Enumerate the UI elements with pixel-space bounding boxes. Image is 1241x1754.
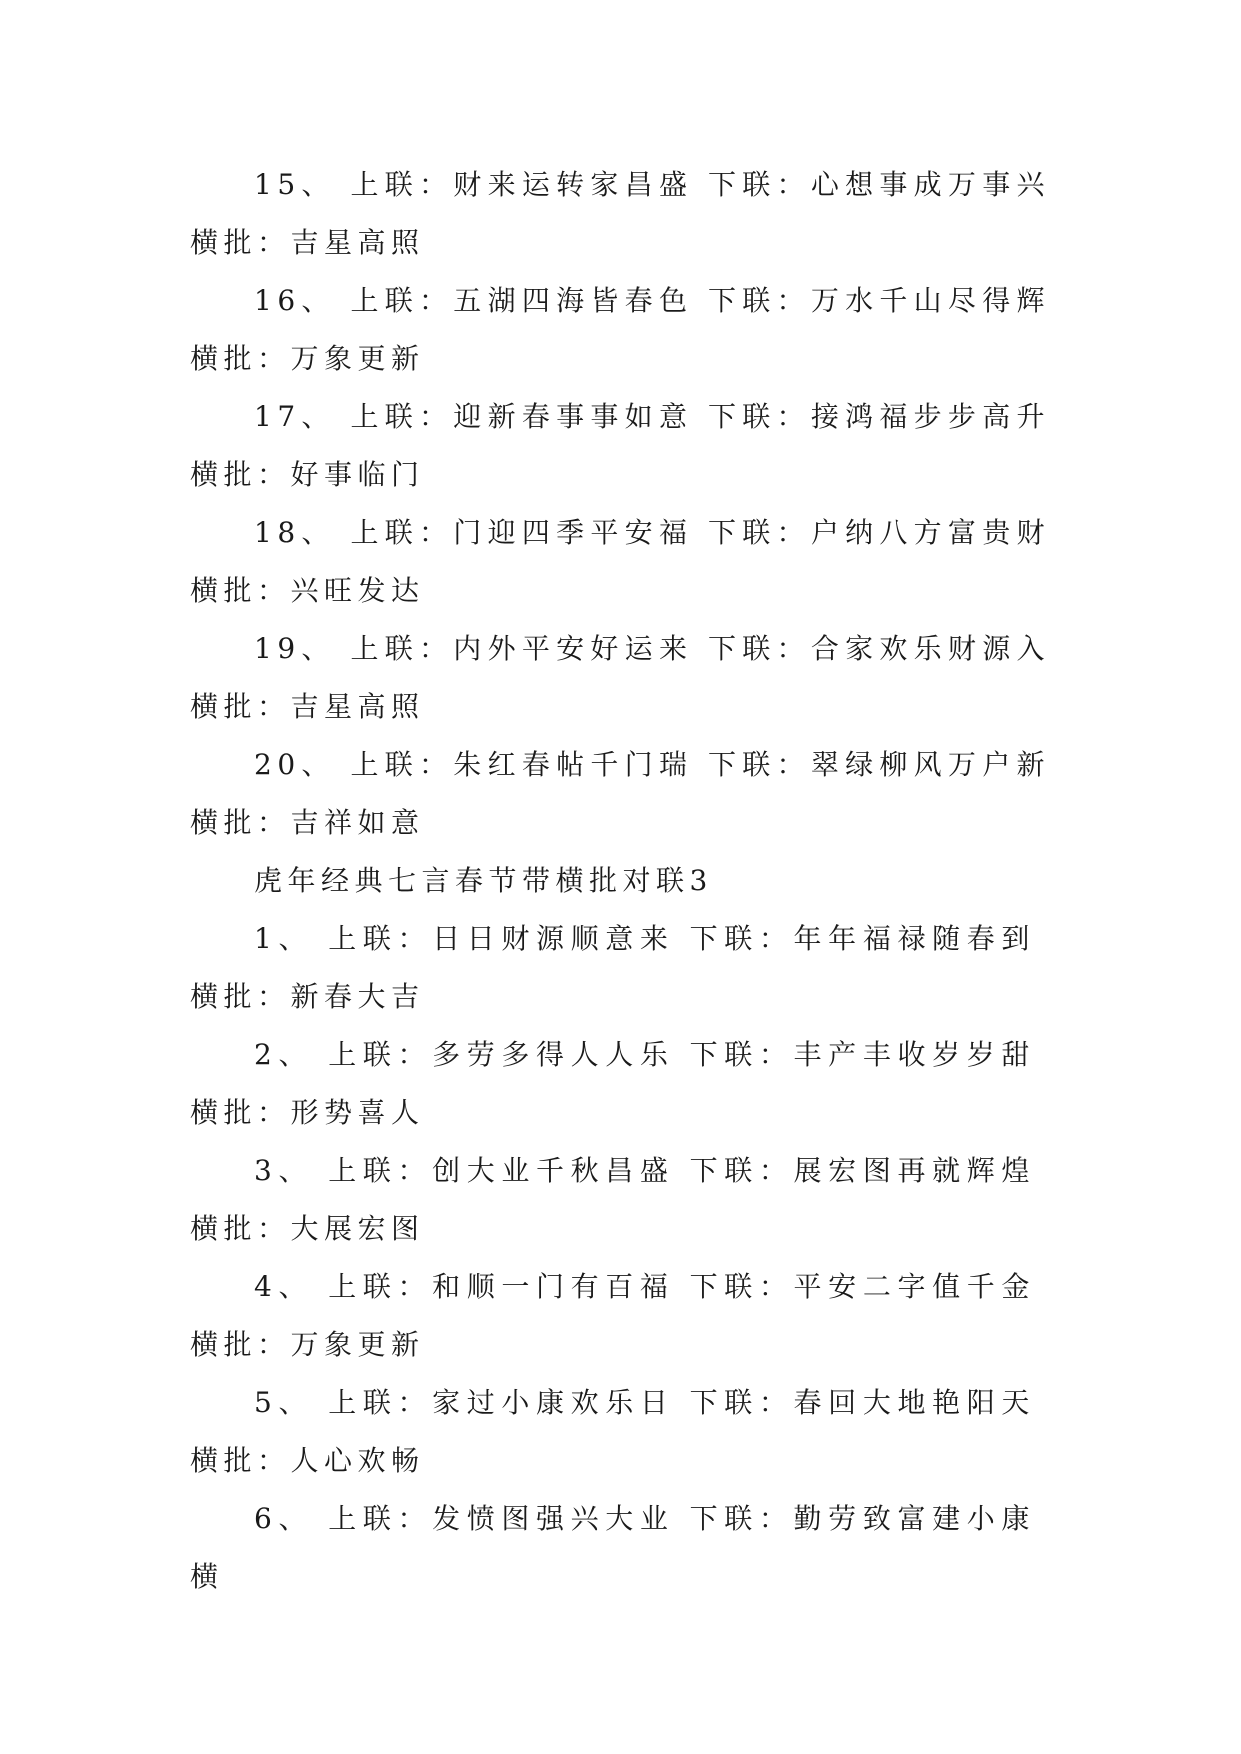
couplet-20 — [190, 736, 1050, 852]
couplet-lower: 下联：翠绿柳风万户新 — [707, 748, 1050, 781]
couplet-upper: 上联：五湖四海皆春色 — [349, 284, 694, 317]
couplet-upper: 上联：家过小康欢乐日 — [327, 1386, 675, 1419]
couplet-5 — [190, 1374, 1050, 1490]
couplet-number: 19、 — [254, 632, 336, 665]
couplet-horizontal: 横批：形势喜人 — [190, 1096, 425, 1129]
couplet-3 — [190, 1142, 1050, 1258]
couplet-15 — [190, 156, 1050, 272]
couplet-horizontal: 横批：人心欢畅 — [190, 1444, 425, 1477]
couplet-horizontal: 横批：吉星高照 — [190, 226, 425, 259]
couplet-horizontal: 横批：大展宏图 — [190, 1212, 425, 1245]
couplet-lower: 下联：万水千山尽得辉 — [707, 284, 1050, 317]
couplet-1 — [190, 910, 1050, 1026]
couplet-horizontal: 横 — [190, 1560, 224, 1593]
couplet-number: 2、 — [254, 1038, 314, 1071]
couplet-number: 20、 — [254, 748, 336, 781]
couplet-upper: 上联：发愤图强兴大业 — [327, 1502, 675, 1535]
couplet-upper: 上联：财来运转家昌盛 — [349, 168, 694, 201]
couplet-horizontal: 横批：兴旺发达 — [190, 574, 425, 607]
couplet-lower: 下联：接鸿福步步高升 — [707, 400, 1050, 433]
couplet-upper: 上联：迎新春事事如意 — [349, 400, 694, 433]
couplet-lower: 下联：户纳八方富贵财 — [707, 516, 1050, 549]
section-title: 虎年经典七言春节带横批对联3 — [254, 864, 713, 897]
couplet-lower: 下联：勤劳致富建小康 — [688, 1502, 1036, 1535]
couplet-17 — [190, 388, 1050, 504]
couplet-number: 4、 — [254, 1270, 314, 1303]
couplet-horizontal: 横批：万象更新 — [190, 342, 425, 375]
couplet-4 — [190, 1258, 1050, 1374]
couplet-upper: 上联：日日财源顺意来 — [327, 922, 675, 955]
couplet-number: 3、 — [254, 1154, 314, 1187]
couplet-number: 1、 — [254, 922, 314, 955]
couplet-lower: 下联：丰产丰收岁岁甜 — [688, 1038, 1036, 1071]
couplet-lower: 下联：心想事成万事兴 — [707, 168, 1050, 201]
couplet-upper: 上联：创大业千秋昌盛 — [327, 1154, 675, 1187]
couplet-number: 16、 — [254, 284, 336, 317]
couplet-horizontal: 横批：新春大吉 — [190, 980, 425, 1013]
couplet-number: 18、 — [254, 516, 336, 549]
couplet-19 — [190, 620, 1050, 736]
document-body — [190, 156, 1050, 1606]
couplet-upper: 上联：和顺一门有百福 — [327, 1270, 675, 1303]
couplet-horizontal: 横批：好事临门 — [190, 458, 425, 491]
couplet-2 — [190, 1026, 1050, 1142]
couplet-horizontal: 横批：吉星高照 — [190, 690, 425, 723]
couplet-upper: 上联：多劳多得人人乐 — [327, 1038, 675, 1071]
couplet-horizontal: 横批：万象更新 — [190, 1328, 425, 1361]
couplet-lower: 下联：年年福禄随春到 — [688, 922, 1036, 955]
couplet-number: 5、 — [254, 1386, 314, 1419]
couplet-lower: 下联：展宏图再就辉煌 — [688, 1154, 1036, 1187]
couplet-number: 17、 — [254, 400, 336, 433]
couplet-upper: 上联：内外平安好运来 — [349, 632, 694, 665]
couplet-number: 15、 — [254, 168, 336, 201]
couplet-upper: 上联：朱红春帖千门瑞 — [349, 748, 694, 781]
couplet-lower: 下联：平安二字值千金 — [688, 1270, 1036, 1303]
couplet-number: 6、 — [254, 1502, 314, 1535]
couplet-horizontal: 横批：吉祥如意 — [190, 806, 425, 839]
couplet-6 — [190, 1490, 1050, 1606]
couplet-upper: 上联：门迎四季平安福 — [349, 516, 694, 549]
couplet-16 — [190, 272, 1050, 388]
couplet-18 — [190, 504, 1050, 620]
couplet-lower: 下联：春回大地艳阳天 — [688, 1386, 1036, 1419]
couplet-lower: 下联：合家欢乐财源入 — [707, 632, 1050, 665]
